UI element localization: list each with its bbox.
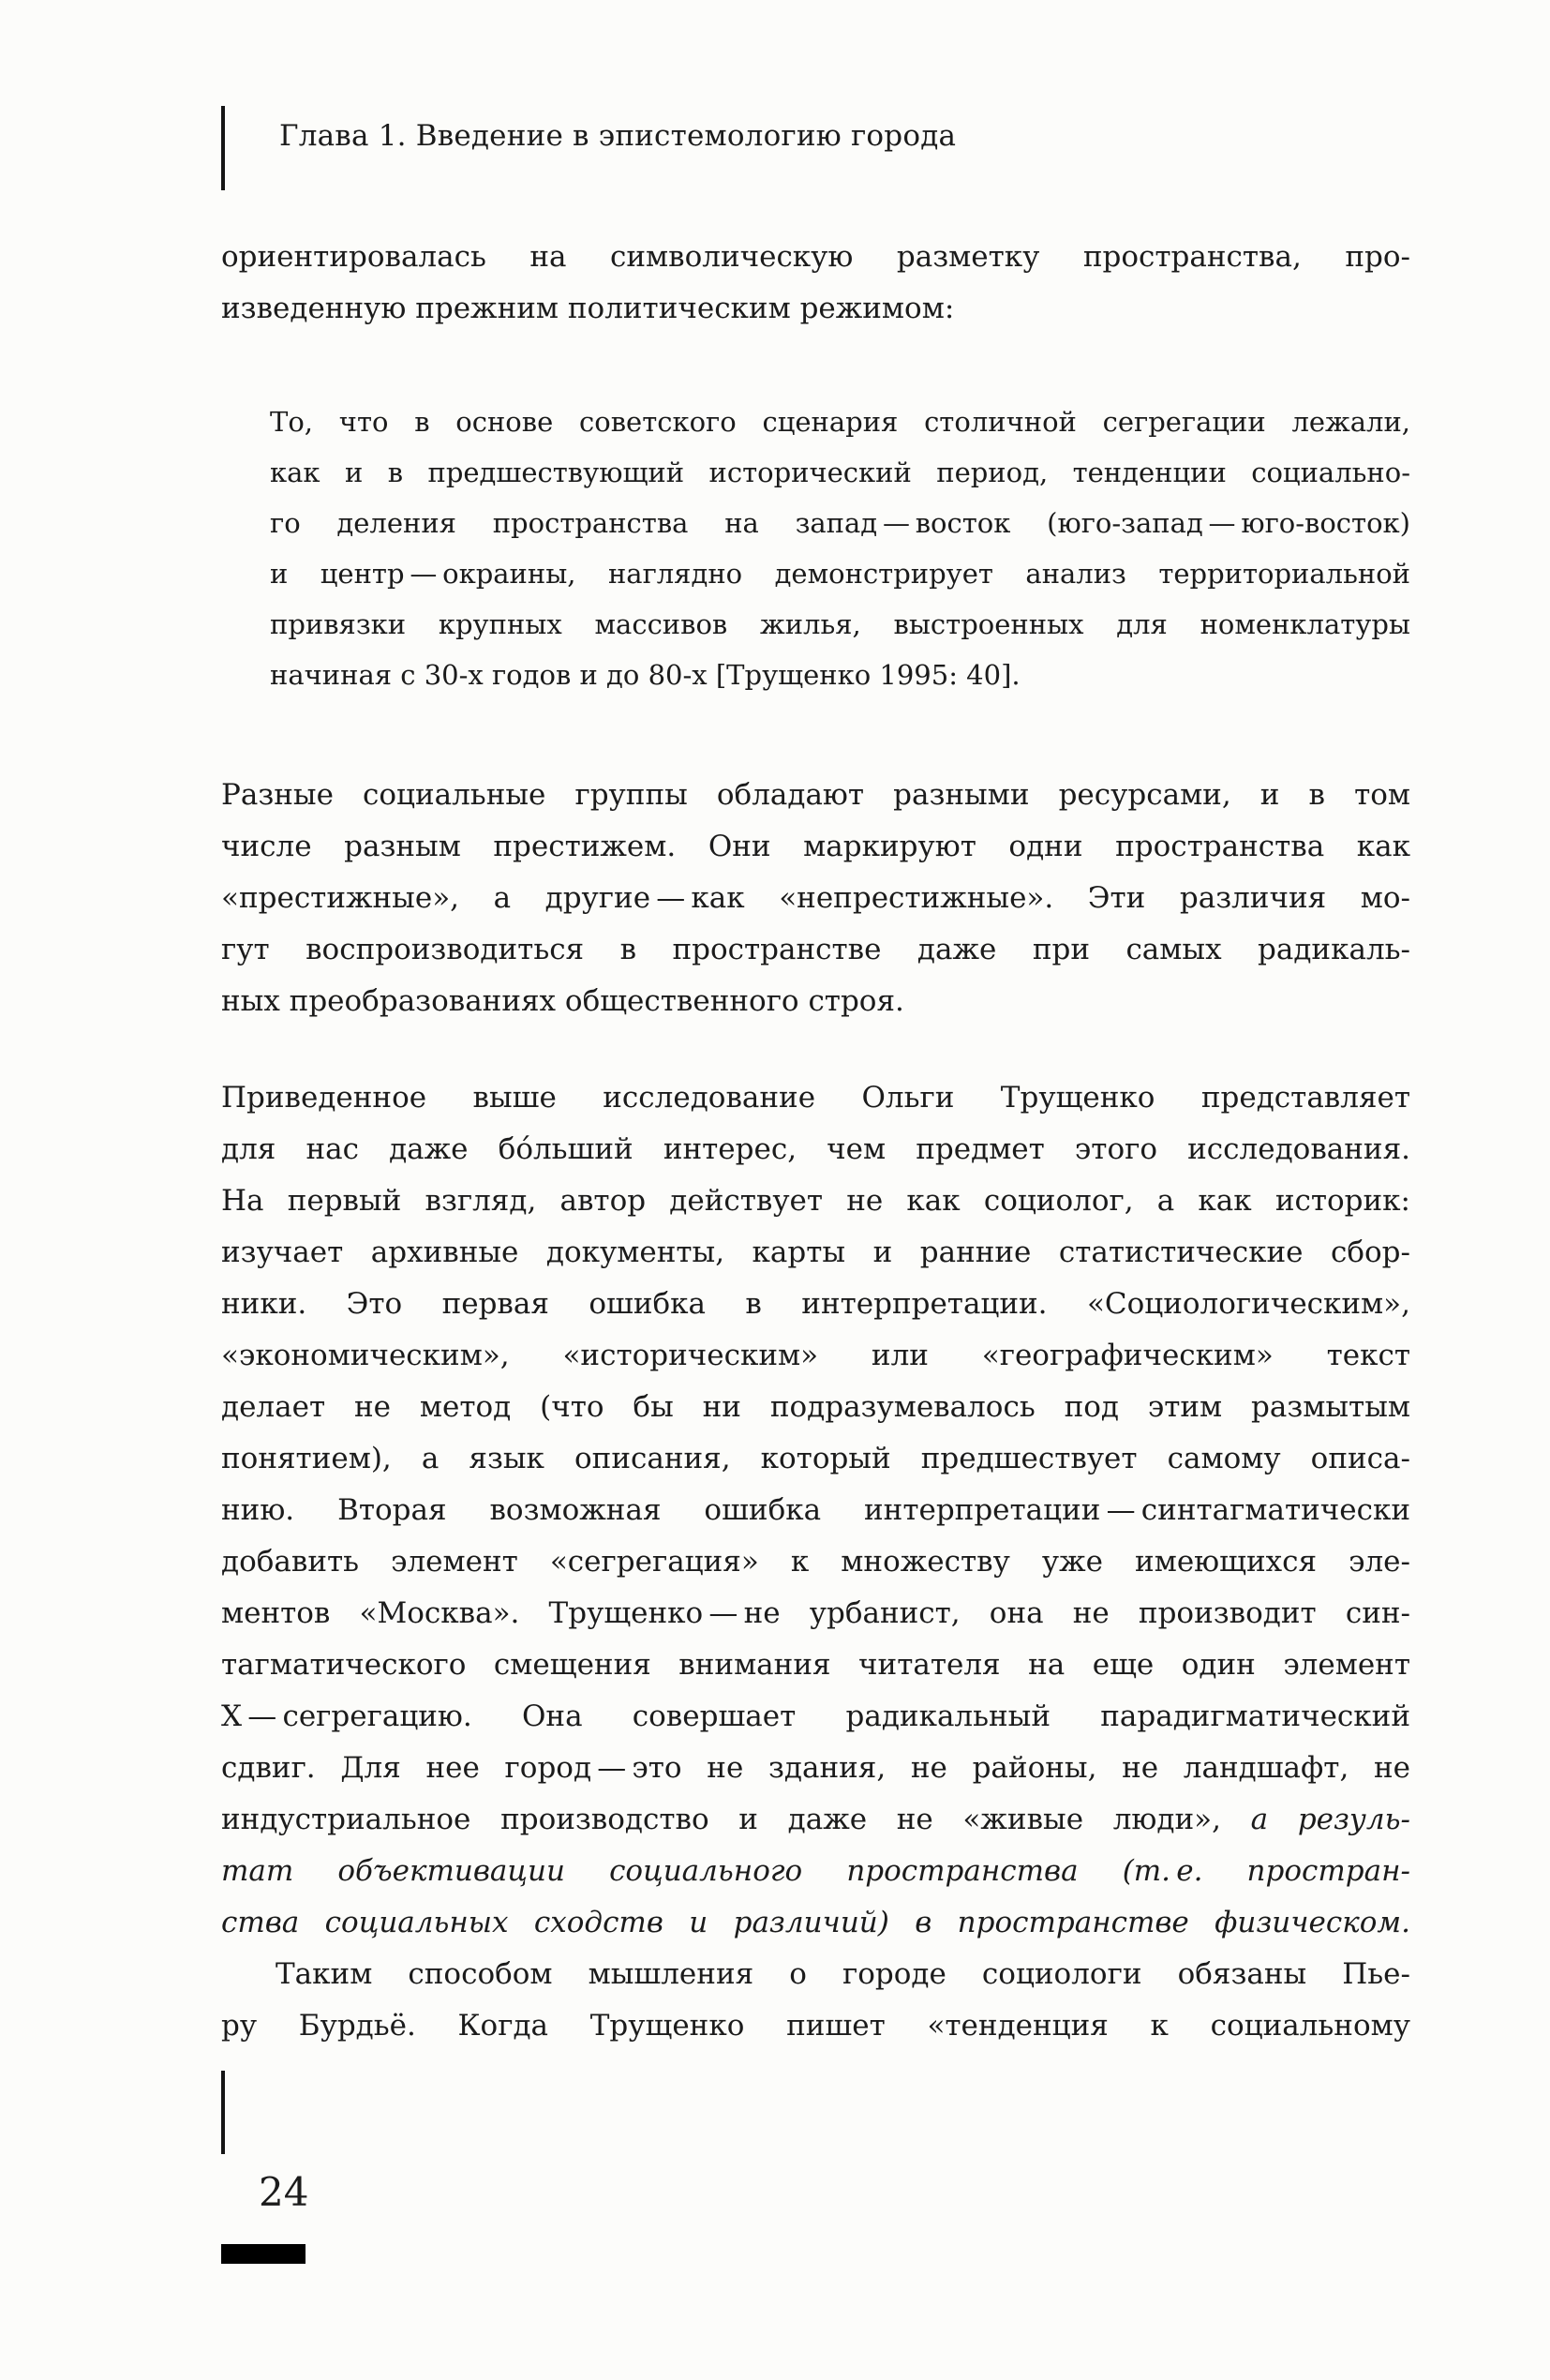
text-line: го деления пространства на запад — восток (юго-запад — юго-восток) <box>270 507 1410 539</box>
text-line: тат объективации социального пространства (т. е. простран- <box>221 1854 1410 1888</box>
running-header <box>221 106 956 190</box>
text-line: и центр — окраины, наглядно демонстрирует анализ территориальной <box>270 558 1410 590</box>
text-line: На первый взгляд, автор действует не как социолог, а как историк: <box>221 1184 1410 1218</box>
text-line: изучает архивные документы, карты и ранние статистические сбор- <box>221 1235 1410 1269</box>
footer-rule <box>221 2071 225 2154</box>
text-line: понятием), а язык описания, который предшествует самому описа- <box>221 1442 1410 1475</box>
text-line: ных преобразованиях общественного строя. <box>221 984 904 1018</box>
paragraph <box>221 1072 1410 1949</box>
text-line: Х — сегрегацию. Она совершает радикальный парадигматический <box>221 1699 1410 1733</box>
text-line: ники. Это первая ошибка в интерпретации. «Социологическим», <box>221 1287 1410 1321</box>
page-number: 24 <box>259 2169 309 2215</box>
text-line: изведенную прежним политическим режимом: <box>221 292 955 325</box>
text-line: тагматического смещения внимания читателя на еще один элемент <box>221 1648 1410 1682</box>
paragraph <box>221 1949 1410 2052</box>
text-line: привязки крупных массивов жилья, выстроенных для номенклатуры <box>270 608 1410 640</box>
text-line: для нас даже бо́льший интерес, чем предмет этого исследования. <box>221 1132 1410 1166</box>
text-column <box>221 232 1410 2052</box>
text-line: как и в предшествующий исторический период, тенденции социально- <box>270 457 1410 488</box>
text-line: начиная с 30-х годов и до 80-х [Трущенко 1995: 40]. <box>270 659 1021 691</box>
text-line: добавить элемент «сегрегация» к множеству уже имеющихся эле- <box>221 1545 1410 1579</box>
text-line: «престижные», а другие — как «непрестижные». Эти различия мо- <box>221 881 1410 915</box>
paragraph <box>221 232 1410 335</box>
paragraph <box>221 770 1410 1027</box>
text-line: Приведенное выше исследование Ольги Трущенко представляет <box>221 1081 1410 1115</box>
text-line: индустриальное производство и даже не «живые люди», а резуль- <box>221 1803 1410 1836</box>
text-line: ства социальных сходств и различий) в пространстве физическом. <box>221 1906 1410 1939</box>
text-line: Таким способом мышления о городе социологи обязаны Пье- <box>276 1957 1410 1991</box>
text-line: «экономическим», «историческим» или «географическим» текст <box>221 1339 1410 1372</box>
text-line: нию. Вторая возможная ошибка интерпретации — синтагматически <box>221 1493 1410 1527</box>
footer-black-bar <box>221 2244 306 2264</box>
text-line: ментов «Москва». Трущенко — не урбанист, она не производит син- <box>221 1596 1410 1630</box>
text-line: ру Бурдьё. Когда Трущенко пишет «тенденция к социальному <box>221 2009 1410 2043</box>
text-line: делает не метод (что бы ни подразумевалось под этим размытым <box>221 1390 1410 1424</box>
chapter-title: Глава 1. Введение в эпистемологию города <box>279 119 957 153</box>
text-line: То, что в основе советского сценария столичной сегрегации лежали, <box>270 406 1410 438</box>
text-line: числе разным престижем. Они маркируют одни пространства как <box>221 830 1410 863</box>
text-line: сдвиг. Для нее город — это не здания, не районы, не ландшафт, не <box>221 1751 1410 1785</box>
text-line: ориентировалась на символическую разметку пространства, про- <box>221 240 1410 274</box>
block-quote <box>221 397 1410 700</box>
text-line: Разные социальные группы обладают разными ресурсами, и в том <box>221 778 1410 812</box>
text-line: гут воспроизводиться в пространстве даже при самых радикаль- <box>221 933 1410 966</box>
header-rule <box>221 106 225 190</box>
